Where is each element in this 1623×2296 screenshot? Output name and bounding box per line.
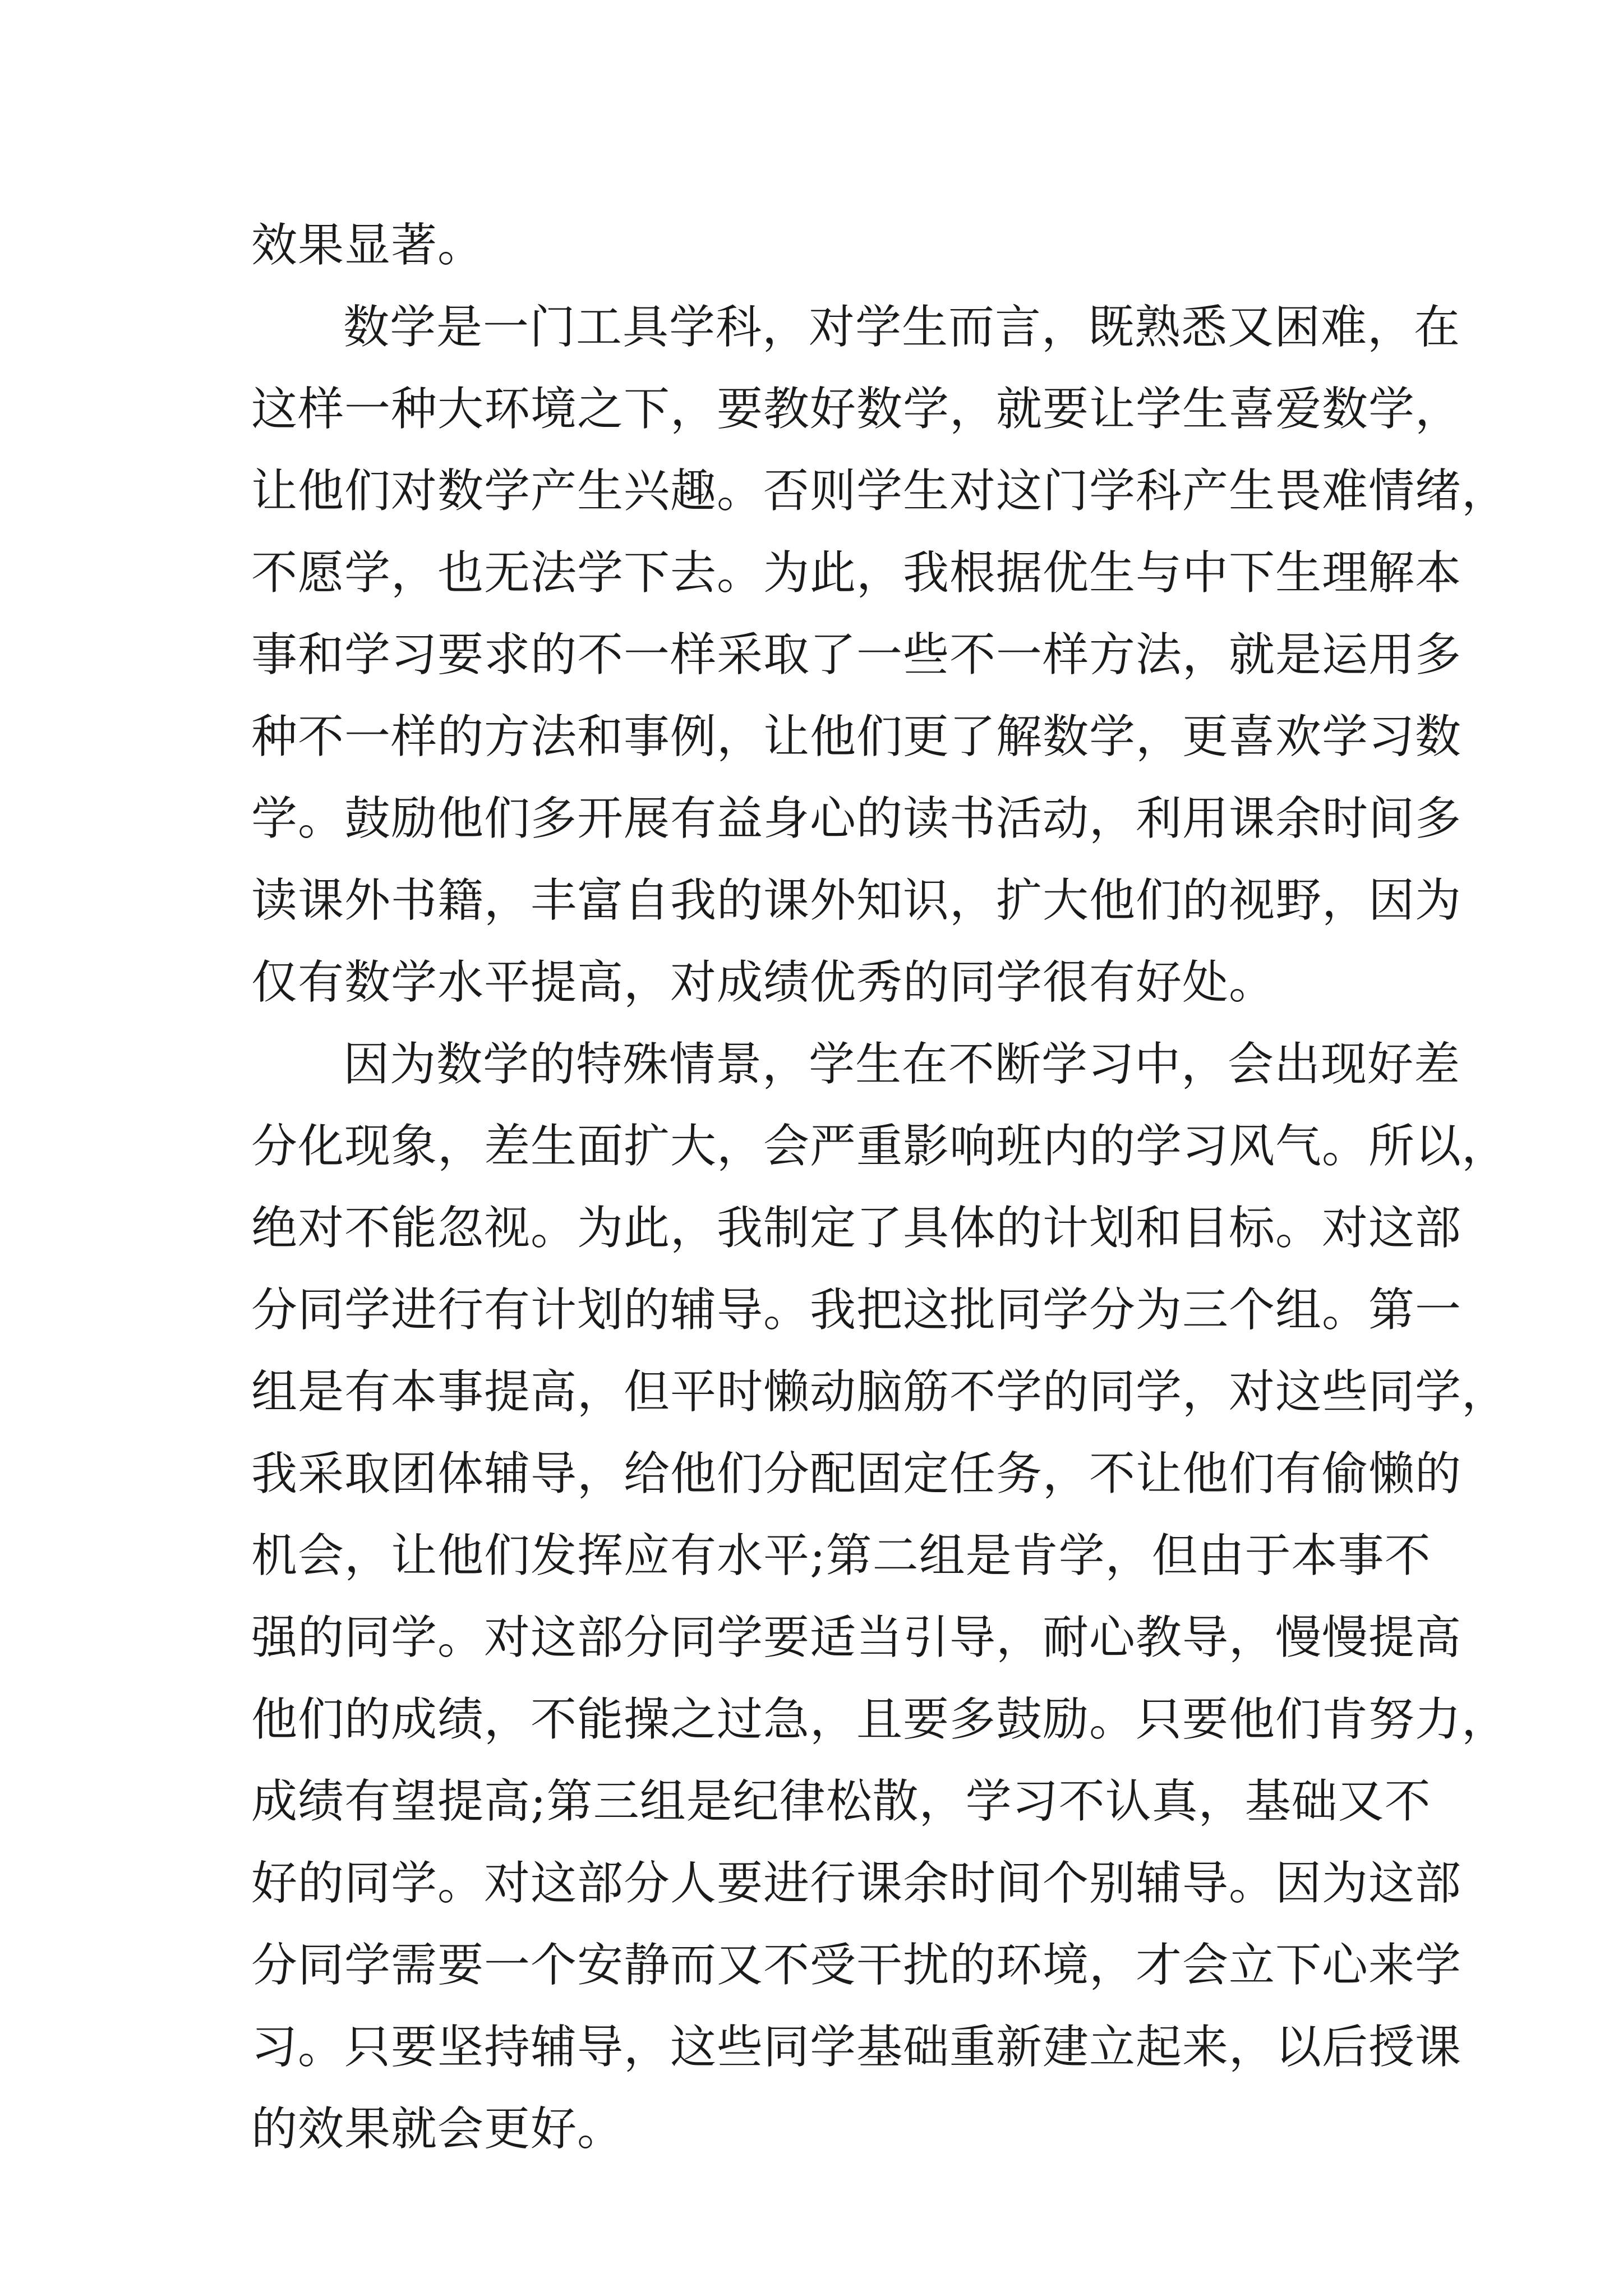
- text-line: 绝对不能忽视。为此，我制定了具体的计划和目标。对这部: [251, 1202, 1462, 1255]
- text-line: 数学是一门工具学科，对学生而言，既熟悉又困难，在: [343, 301, 1461, 354]
- text-line: 好的同学。对这部分人要进行课余时间个别辅导。因为这部: [251, 1857, 1462, 1910]
- text-line: 仅有数学水平提高，对成绩优秀的同学很有好处。: [251, 956, 1276, 1009]
- paragraph-2: [251, 287, 1509, 1024]
- text-line: 的效果就会更好。: [251, 2102, 624, 2156]
- text-line: 组是有本事提高，但平时懒动脑筋不学的同学，对这些同学，: [251, 1365, 1509, 1419]
- text-line: 习。只要坚持辅导，这些同学基础重新建立起来，以后授课: [251, 2021, 1462, 2074]
- text-line: 成绩有望提高;第三组是纪律松散，学习不认真，基础又不: [251, 1775, 1431, 1828]
- text-line: 我采取团体辅导，给他们分配固定任务，不让他们有偷懒的: [251, 1447, 1462, 1501]
- text-line: 分化现象，差生面扩大，会严重影响班内的学习风气。所以，: [251, 1120, 1509, 1173]
- text-line: 不愿学，也无法学下去。为此，我根据优生与中下生理解本: [251, 546, 1462, 600]
- document-body: [251, 205, 1509, 2170]
- text-line: 效果显著。: [251, 219, 485, 272]
- text-line: 分同学进行有计划的辅导。我把这批同学分为三个组。第一: [251, 1283, 1462, 1337]
- text-line: 机会，让他们发挥应有水平;第二组是肯学，但由于本事不: [251, 1529, 1431, 1582]
- text-line: 因为数学的特殊情景，学生在不断学习中，会出现好差: [343, 1038, 1461, 1091]
- text-line: 种不一样的方法和事例，让他们更了解数学，更喜欢学习数: [251, 710, 1462, 763]
- paragraph-1: [251, 205, 1378, 287]
- text-line: 分同学需要一个安静而又不受干扰的环境，才会立下心来学: [251, 1939, 1462, 1992]
- text-line: 这样一种大环境之下，要教好数学，就要让学生喜爱数学，: [251, 383, 1462, 436]
- text-line: 他们的成绩，不能操之过急，且要多鼓励。只要他们肯努力，: [251, 1693, 1509, 1746]
- text-line: 强的同学。对这部分同学要适当引导，耐心教导，慢慢提高: [251, 1611, 1462, 1664]
- text-line: 让他们对数学产生兴趣。否则学生对这门学科产生畏难情绪，: [251, 464, 1509, 518]
- text-line: 事和学习要求的不一样采取了一些不一样方法，就是运用多: [251, 628, 1462, 682]
- text-line: 读课外书籍，丰富自我的课外知识，扩大他们的视野，因为: [251, 874, 1462, 927]
- paragraph-3: [251, 1024, 1509, 2170]
- text-line: 学。鼓励他们多开展有益身心的读书活动，利用课余时间多: [251, 792, 1462, 845]
